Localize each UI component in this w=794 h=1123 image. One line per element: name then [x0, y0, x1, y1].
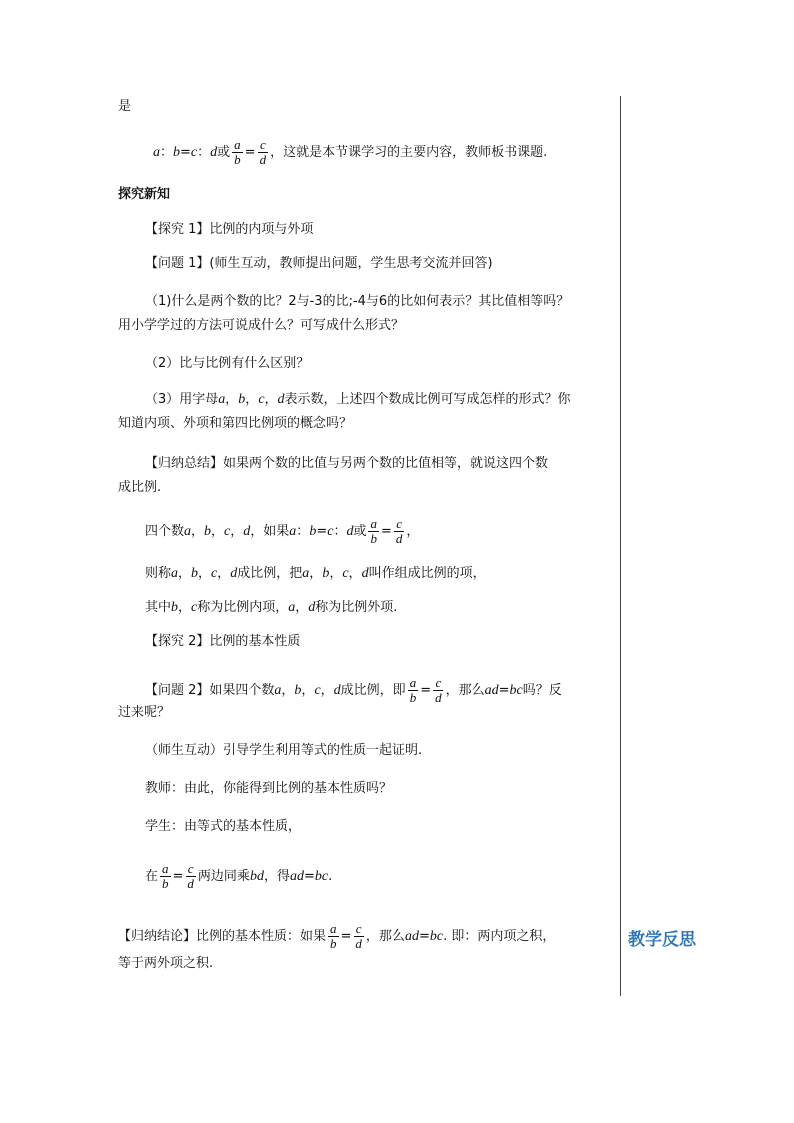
section-heading: 探究新知	[118, 187, 171, 202]
question-1-text: 用小学学过的方法可说成什么？可写成什么形式？	[118, 318, 405, 333]
conclusion-line: 【归纳结论】比例的基本性质：如果 $\frac{a}{b}$ = $\frac{c}{d}$ ，那么ad=bc. 即：两内项之积，	[118, 921, 556, 951]
explore-2-title: 【探究 2】比例的基本性质	[145, 634, 301, 649]
fraction: $\frac{a}{b}$	[234, 137, 241, 167]
summary-text: 【归纳总结】如果两个数的比值与另两个数的比值相等，就说这四个数	[145, 456, 549, 471]
definition-line: 四个数a，b，c，d，如果a：b=c：d或 $\frac{a}{b}$ = $\frac{c}{d}$ ，	[145, 516, 420, 546]
fraction: $\frac{c}{d}$	[187, 861, 194, 891]
fraction: $\frac{c}{d}$	[435, 675, 442, 705]
explore-1-title: 【探究 1】比例的内项与外项	[145, 222, 314, 237]
question-2-line: 过来呢？	[118, 705, 171, 720]
conclusion-line: 等于两外项之积.	[118, 956, 214, 971]
teacher-text: 教师：由此，你能得到比例的基本性质吗？	[145, 781, 393, 796]
proof-line: 在 $\frac{a}{b}$ = $\frac{c}{d}$ 两边同乘bd，得ad=bc.	[145, 861, 333, 891]
fraction: $\frac{c}{d}$	[355, 921, 362, 951]
fraction: $\frac{a}{b}$	[330, 921, 337, 951]
question-1-text: （1)什么是两个数的比？2与-3的比;-4与6的比如何表示？其比值相等吗？	[145, 294, 570, 309]
teaching-reflection-label: 教学反思	[628, 930, 696, 950]
interaction-text: （师生互动）引导学生利用等式的性质一起证明.	[145, 743, 423, 758]
question-2-text: （2）比与比例有什么区别？	[145, 356, 310, 371]
fraction: $\frac{a}{b}$	[370, 516, 377, 546]
text-line: 是	[118, 99, 132, 114]
fraction: $\frac{c}{d}$	[259, 137, 267, 167]
fraction: $\frac{a}{b}$	[162, 861, 169, 891]
student-text: 学生：由等式的基本性质，	[145, 819, 302, 834]
definition-line: 其中b，c称为比例内项，a，d称为比例外项.	[145, 600, 398, 615]
question-3-text: 知道内项、外项和第四比例项的概念吗？	[118, 416, 353, 431]
fraction: $\frac{c}{d}$	[395, 516, 403, 546]
question-1-title: 【问题 1】(师生互动，教师提出问题，学生思考交流并回答)	[145, 256, 493, 271]
summary-text: 成比例.	[118, 480, 162, 495]
fraction: $\frac{a}{b}$	[409, 675, 417, 705]
question-2-line: 【问题 2】如果四个数a，b，c，d成比例，即 $\frac{a}{b}$ = $\frac{c}{d}$ ，那么ad=bc吗？反	[145, 675, 562, 705]
column-divider	[620, 96, 621, 996]
ratio-intro-line: a：b=c：d或 $\frac{a}{b}$ = $\frac{c}{d}$ ，这就是本节课学习的主要内容，教师板书课题.	[153, 137, 548, 167]
definition-line: 则称a，b，c，d成比例，把a，b，c，d叫作组成比例的项，	[145, 566, 486, 581]
question-3-text: （3）用字母a，b，c，d表示数，上述四个数成比例可写成怎样的形式？你	[145, 392, 571, 407]
